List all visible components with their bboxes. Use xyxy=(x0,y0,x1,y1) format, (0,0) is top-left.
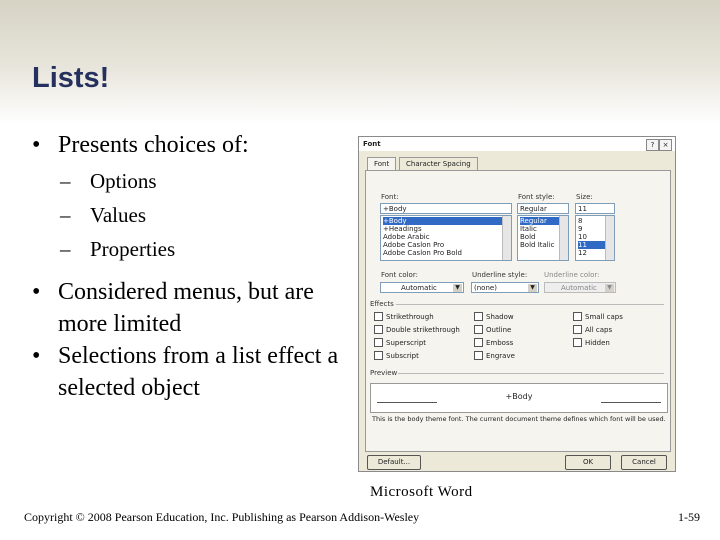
copyright-footer: Copyright © 2008 Pearson Education, Inc. Publishing as Pearson Addison-Wesley xyxy=(24,510,420,524)
dialog-title: Font xyxy=(363,140,381,148)
small-caps-checkbox[interactable] xyxy=(573,312,623,321)
checkbox-label: Hidden xyxy=(585,338,610,347)
size-list[interactable] xyxy=(575,215,615,261)
tab-font[interactable]: Font xyxy=(367,157,396,171)
tab-character-spacing[interactable]: Character Spacing xyxy=(399,157,478,171)
bullet-text: Selections from a list effect a selected object xyxy=(58,343,339,401)
dash-glyph: – xyxy=(60,237,71,261)
default-button[interactable]: Default... xyxy=(367,455,421,470)
sub-bullet-item xyxy=(32,198,352,232)
font-style-input[interactable]: Regular xyxy=(517,203,569,214)
checkbox-label: Superscript xyxy=(386,338,427,347)
preview-baseline-right xyxy=(601,402,661,403)
image-caption: Microsoft Word xyxy=(370,484,473,500)
dash-glyph: – xyxy=(60,169,71,193)
hidden-checkbox[interactable] xyxy=(573,338,610,347)
divider xyxy=(398,373,664,374)
list-item[interactable]: Adobe Arabic xyxy=(383,233,430,241)
list-item[interactable]: +Body xyxy=(383,217,509,225)
dialog-titlebar xyxy=(359,137,675,151)
bullet-glyph: • xyxy=(32,132,41,158)
list-item[interactable]: 12 xyxy=(578,249,587,257)
font-label: Font: xyxy=(381,193,399,201)
underline-style-dropdown[interactable] xyxy=(471,282,539,293)
checkbox-label: Subscript xyxy=(386,351,419,360)
font-color-dropdown[interactable] xyxy=(380,282,464,293)
strikethrough-checkbox[interactable] xyxy=(374,312,434,321)
ok-button[interactable]: OK xyxy=(565,455,611,470)
font-style-label: Font style: xyxy=(518,193,555,201)
font-color-label: Font color: xyxy=(381,271,418,279)
preview-label: Preview xyxy=(370,369,398,377)
checkbox-label: Strikethrough xyxy=(386,312,434,321)
slide-title: Lists! xyxy=(32,62,110,94)
list-item[interactable]: 10 xyxy=(578,233,587,241)
checkbox-label: Shadow xyxy=(486,312,514,321)
all-caps-checkbox[interactable] xyxy=(573,325,612,334)
outline-checkbox[interactable] xyxy=(474,325,511,334)
underline-color-dropdown[interactable] xyxy=(544,282,616,293)
list-item[interactable]: Adobe Caslon Pro Bold xyxy=(383,249,462,257)
sub-bullet-text: Properties xyxy=(90,237,176,261)
list-item[interactable]: Regular xyxy=(520,217,566,225)
page-number: 1-59 xyxy=(678,510,700,524)
scrollbar[interactable] xyxy=(502,216,511,260)
double-strikethrough-checkbox[interactable] xyxy=(374,325,460,334)
checkbox-label: Outline xyxy=(486,325,512,334)
scrollbar[interactable] xyxy=(559,216,568,260)
chevron-down-icon: ▼ xyxy=(528,284,537,292)
divider xyxy=(396,304,664,305)
sub-bullet-text: Options xyxy=(90,169,157,193)
bullet-glyph: • xyxy=(32,343,41,369)
bullet-item xyxy=(32,276,352,340)
font-name-input[interactable]: +Body xyxy=(380,203,512,214)
engrave-checkbox[interactable] xyxy=(474,351,515,360)
list-item[interactable]: 9 xyxy=(578,225,583,233)
checkbox-label: Small caps xyxy=(585,312,623,321)
preview-baseline-left xyxy=(377,402,437,403)
list-item[interactable]: Bold xyxy=(520,233,536,241)
list-item[interactable]: Bold Italic xyxy=(520,241,555,249)
shadow-checkbox[interactable] xyxy=(474,312,514,321)
bullet-item xyxy=(32,130,352,160)
sub-bullet-text: Values xyxy=(90,203,146,227)
font-tab-panel xyxy=(365,170,671,452)
bullet-text: Considered menus, but are more limited xyxy=(58,279,314,337)
subscript-checkbox[interactable] xyxy=(374,351,419,360)
bullet-glyph: • xyxy=(32,279,41,305)
list-item[interactable]: +Headings xyxy=(383,225,422,233)
sub-bullet-item xyxy=(32,232,352,266)
preview-box xyxy=(370,383,668,413)
underline-color-value: Automatic xyxy=(561,284,597,292)
font-color-value: Automatic xyxy=(401,284,437,292)
cancel-button[interactable]: Cancel xyxy=(621,455,667,470)
sub-bullet-item xyxy=(32,164,352,198)
font-style-list[interactable] xyxy=(517,215,569,261)
underline-style-value: (none) xyxy=(474,284,497,292)
chevron-down-icon: ▼ xyxy=(605,284,614,292)
size-input[interactable]: 11 xyxy=(575,203,615,214)
effects-label: Effects xyxy=(370,300,394,308)
bullet-item xyxy=(32,340,352,404)
underline-color-label: Underline color: xyxy=(544,271,600,279)
bullet-list xyxy=(32,130,352,404)
chevron-down-icon: ▼ xyxy=(453,284,462,292)
underline-style-label: Underline style: xyxy=(472,271,528,279)
list-item[interactable]: Italic xyxy=(520,225,537,233)
checkbox-label: Emboss xyxy=(486,338,514,347)
emboss-checkbox[interactable] xyxy=(474,338,513,347)
preview-text: +Body xyxy=(505,392,533,401)
list-item[interactable]: Adobe Caslon Pro xyxy=(383,241,445,249)
help-button[interactable]: ? xyxy=(646,139,659,151)
preview-note: This is the body theme font. The current document theme defines which font will be used. xyxy=(372,415,666,423)
font-dialog xyxy=(358,136,676,472)
font-name-list[interactable] xyxy=(380,215,512,261)
checkbox-label: Engrave xyxy=(486,351,515,360)
superscript-checkbox[interactable] xyxy=(374,338,426,347)
checkbox-label: Double strikethrough xyxy=(386,325,460,334)
scrollbar[interactable] xyxy=(605,216,614,260)
bullet-text: Presents choices of: xyxy=(58,132,249,158)
close-button[interactable]: × xyxy=(659,139,672,151)
size-label: Size: xyxy=(576,193,593,201)
checkbox-label: All caps xyxy=(585,325,613,334)
dash-glyph: – xyxy=(60,203,71,227)
list-item[interactable]: 11 xyxy=(578,241,612,249)
list-item[interactable]: 8 xyxy=(578,217,583,225)
